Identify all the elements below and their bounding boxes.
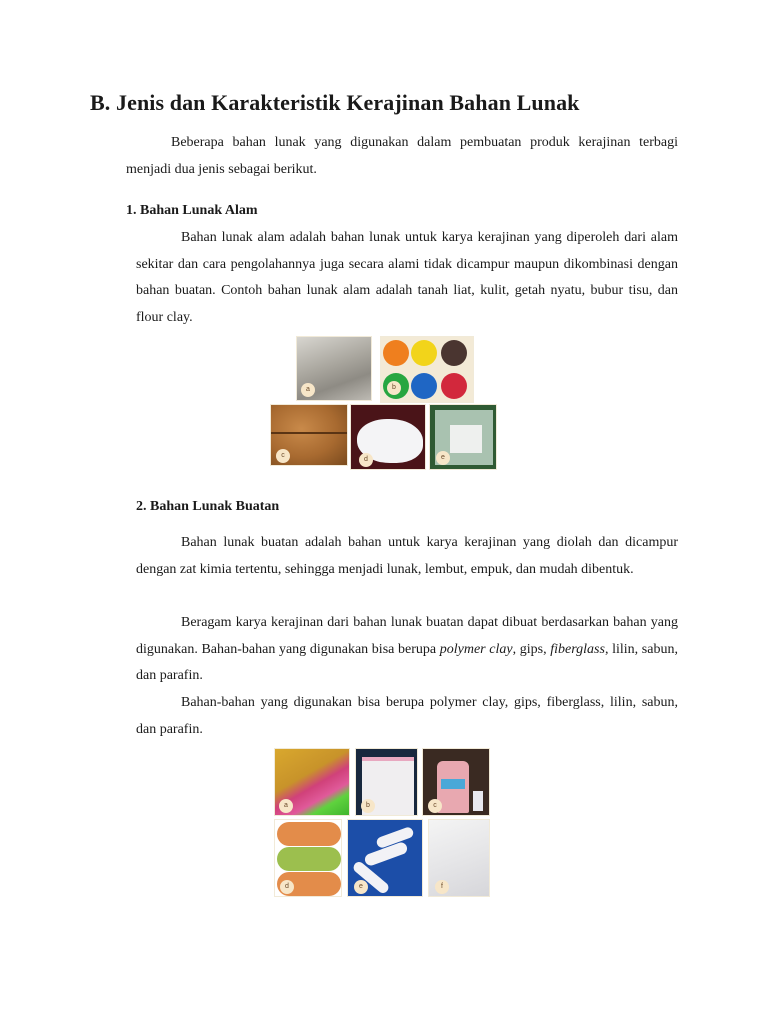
photo-leather (270, 404, 348, 466)
photo-candles (347, 819, 423, 897)
section2-heading: 2. Bahan Lunak Buatan (136, 499, 280, 514)
intro-paragraph: Beberapa bahan lunak yang digunakan dalam pembuatan produk kerajinan terbagi menjadi dua jenis sebagai berikut. (126, 135, 678, 177)
figure-label: b (387, 381, 401, 395)
figure-label: e (354, 880, 368, 894)
photo-soap (274, 819, 342, 897)
photo-clay (296, 336, 372, 401)
figure-label: f (435, 880, 449, 894)
figure-label: a (279, 799, 293, 813)
term-fiberglass: fiberglass (550, 641, 605, 657)
figure-label: a (301, 383, 315, 397)
figure-label: c (276, 449, 290, 463)
photo-flour-clay (429, 404, 497, 470)
figure-label: d (359, 453, 373, 467)
figure-label: d (280, 880, 294, 894)
photo-gypsum-bag (355, 748, 418, 816)
section2-paragraph3: Bahan-bahan yang digunakan bisa berupa polymer clay, gips, fiberglass, lilin, sabun, dan parafin. (136, 695, 678, 737)
figure-label: e (436, 451, 450, 465)
photo-polymer-clay (274, 748, 350, 816)
section2-paragraph2: Beragam karya kerajinan dari bahan lunak buatan dapat dibuat berdasarkan bahan yang digunakan. Bahan-bahan yang digunakan bisa berupa polymer clay, gips, fiberglass, lilin, sabun, dan parafin. (136, 615, 678, 683)
section1-heading: 1. Bahan Lunak Alam (126, 203, 258, 218)
figure-label: b (361, 799, 375, 813)
term-polymer-clay: polymer clay (439, 641, 513, 657)
section1-paragraph: Bahan lunak alam adalah bahan lunak untuk karya kerajinan yang diperoleh dari alam sekitar dan cara pengolahannya juga secara alami tidak dicampur maupun dikombinasi dengan bahan buatan. Contoh bahan lunak alam adalah tanah liat, kulit, getah nyatu, bubur tisu, dan flour clay. (136, 230, 678, 325)
photo-colored-clay-balls (380, 336, 474, 403)
section2-paragraph1: Bahan lunak buatan adalah bahan untuk karya kerajinan yang diolah dan dicampur dengan zat kimia tertentu, sehingga menjadi lunak, lembut, empuk, dan mudah dibentuk. (136, 535, 678, 577)
photo-tissue-pulp (350, 404, 426, 470)
photo-fiberglass-resin (422, 748, 490, 816)
photo-paraffin (428, 819, 490, 897)
page-title: B. Jenis dan Karakteristik Kerajinan Bahan Lunak (90, 90, 580, 115)
figure-label: c (428, 799, 442, 813)
